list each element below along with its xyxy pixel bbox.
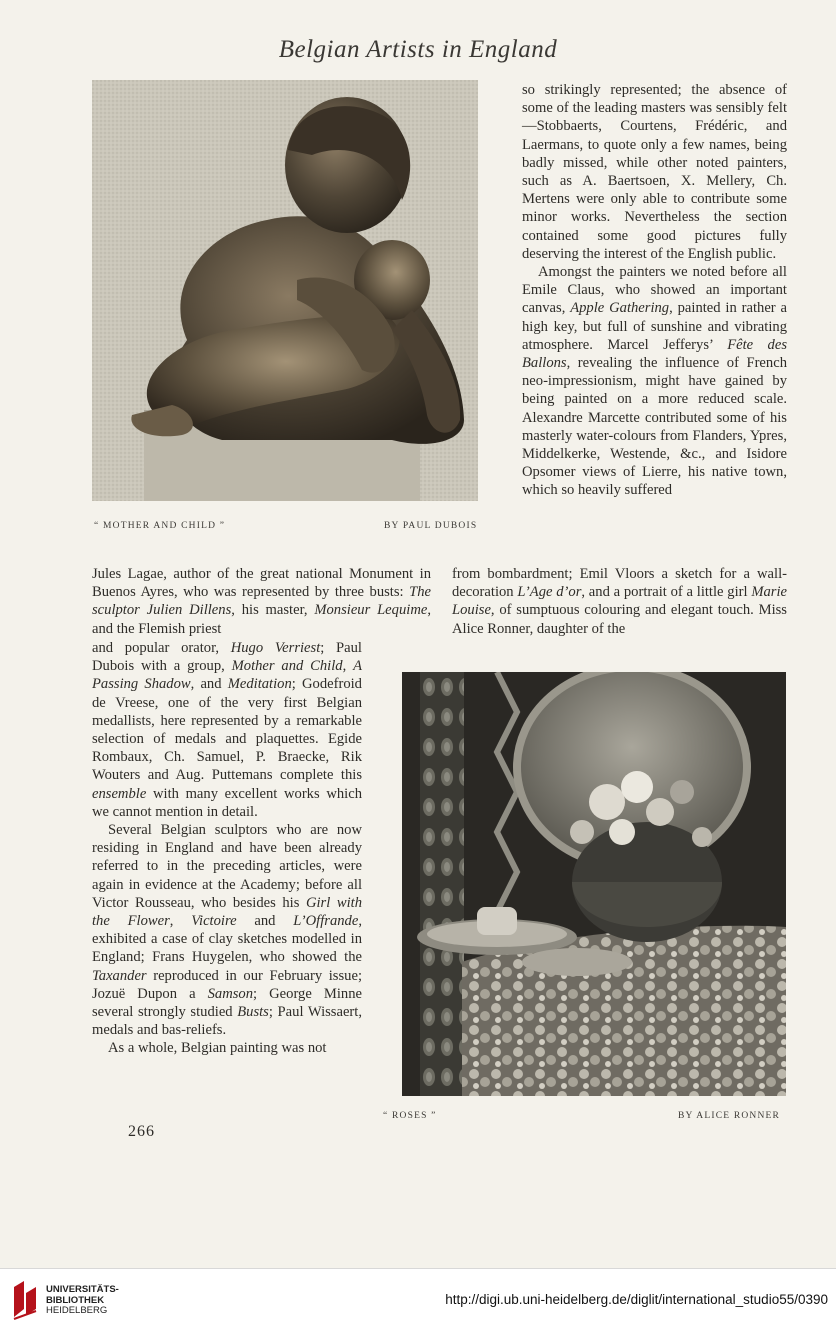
caption-roses-artist: BY ALICE RONNER	[678, 1111, 781, 1121]
caption-roses: “ ROSES ”	[383, 1111, 437, 1121]
text-run: , his master,	[231, 602, 315, 619]
running-head: Belgian Artists in England	[278, 36, 558, 63]
italic-title: A Passing Shadow	[92, 658, 362, 693]
paragraph	[92, 821, 362, 1039]
italic-title: Monsieur Lequime	[314, 602, 428, 619]
wide-left-text	[92, 565, 431, 638]
caption-mother-and-child-artist: BY PAUL DUBOIS	[384, 521, 478, 531]
text-run: Jules Lagae, author of the great national Monument in Buenos Ayres, who was represented by three busts:	[92, 566, 431, 601]
text-run: , exhibited a case of clay sketches modelled in England; Frans Huygelen, who showed the	[92, 913, 362, 966]
figure-roses	[402, 672, 786, 1096]
italic-title: Meditation	[227, 676, 292, 693]
source-url-link[interactable]: http://digi.ub.uni-heidelberg.de/diglit/international_studio55/0390	[445, 1292, 828, 1307]
text-run: and	[236, 913, 294, 930]
text-run: ,	[169, 913, 192, 930]
left-column-text	[92, 639, 362, 1058]
figure-mother-and-child	[92, 80, 478, 501]
paragraph	[522, 263, 787, 500]
text-run: Several Belgian sculptors who are now residing in England and have been already referred to in the preceding articles, were again in evidence at the Academy; before all Victor Rousseau, who besides his	[92, 822, 362, 911]
text-run: , and	[190, 676, 228, 693]
page-number: 266	[128, 1123, 155, 1140]
italic-title: L’Offrande	[293, 913, 359, 930]
paragraph	[452, 565, 787, 638]
italic-title: Taxander	[92, 967, 147, 984]
italic-title: Hugo Verriest	[230, 640, 321, 656]
text-run: , and the Flemish priest	[92, 602, 431, 637]
text-run: ; Paul Dubois with a group,	[92, 640, 362, 675]
wide-right-text	[452, 565, 787, 638]
text-run: reproduced in our February issue; Jozuë Dupon a	[92, 967, 362, 1002]
text-run: Amongst the painters we noted before all Emile Claus, who showed an important canvas,	[522, 264, 787, 317]
italic-title: Marie Louise	[452, 584, 787, 619]
library-footer	[0, 1268, 836, 1332]
caption-mother-and-child: “ MOTHER AND CHILD ”	[94, 521, 226, 531]
text-run: , and a portrait of a little girl	[581, 584, 752, 601]
italic-title: Fête des Ballons	[522, 336, 787, 372]
italic-title: ensemble	[92, 785, 147, 802]
library-name-line: UNIVERSITÄTS-	[46, 1284, 119, 1295]
text-run: from bombardment; Emil Vloors a sketch for a wall-decoration	[452, 566, 787, 601]
text-run: with many excellent works which we cannot mention in detail.	[92, 785, 362, 820]
paragraph: As a whole, Belgian painting was not	[108, 1040, 327, 1057]
right-column-text	[522, 81, 787, 500]
italic-title: Busts	[237, 1004, 269, 1021]
text-run: and popular orator,	[92, 640, 231, 656]
paragraph: so strikingly represented; the absence of some of the leading masters was sensibly felt—Stobbaerts, Courtens, Frédéric, and Laermans, to quote only a few names, being badly missed, while other noted painters, such as A. Baertsoen, X. Mellery, Ch. Mertens were only able to contribute some minor works. Nevertheless the section contained some good pictures fully deserving the interest of the English public.	[522, 82, 787, 262]
italic-title: Samson	[207, 985, 254, 1002]
italic-title: Mother and Child	[231, 658, 343, 675]
text-run: , of sumptuous colouring and elegant touch. Miss Alice Ronner, daughter of the	[452, 602, 787, 637]
text-run: , painted in rather a high key, but full of sunshine and vibrating atmosphere. Marcel Jefferys’	[522, 300, 787, 353]
italic-title: Apple Gathering	[570, 300, 670, 317]
text-run: , revealing the influence of French neo-impressionism, might have gained by being painted on a more reduced scale. Alexandre Marcette contributed some of his masterly water-colours from Flanders, Ypres, Middelkerke, Westende, &c., and Isidore Opsomer views of Lierre, his native town, which so heavily suffered	[522, 355, 787, 499]
italic-title: Girl with the Flower	[92, 894, 362, 930]
paragraph	[92, 639, 362, 821]
italic-title: L’Age d’or	[517, 584, 582, 601]
library-logo-icon	[10, 1279, 40, 1321]
text-run: ; George Minne several strongly studied	[92, 985, 362, 1021]
text-run: ; Paul Wissaert, medals and bas-reliefs.	[92, 1004, 362, 1039]
library-name	[46, 1285, 119, 1317]
text-run: ,	[342, 658, 354, 675]
library-name-line: BIBLIOTHEK	[46, 1294, 105, 1306]
paragraph	[92, 565, 431, 638]
library-name-line: HEIDELBERG	[46, 1305, 108, 1316]
sculpture-illustration	[92, 80, 478, 501]
italic-title: The sculptor Julien Dillens	[92, 584, 431, 619]
roses-illustration	[402, 672, 786, 1096]
text-run: ; Godefroid de Vreese, one of the very first Belgian medallists, here represented by a remarkable selection of medals and plaquettes. Egide Rombaux, Ch. Samuel, P. Braecke, Rik Wouters and Aug. Puttemans complete this	[92, 676, 362, 784]
italic-title: Victoire	[191, 913, 237, 930]
